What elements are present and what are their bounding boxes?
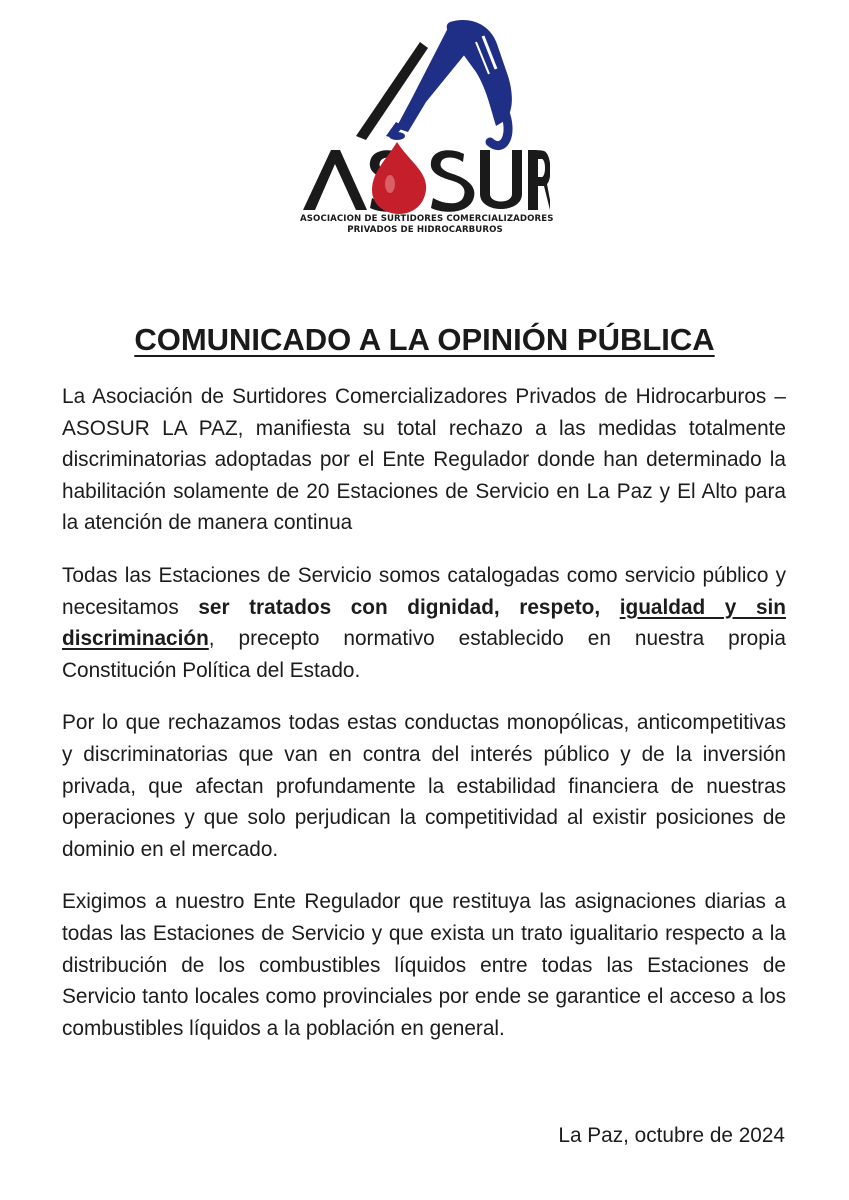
paragraph-3: Por lo que rechazamos todas estas conductas monopólicas, anticompetitivas y discriminatorias que van en contra del interés público y de la inversión privada, que afectan profundamente la estabilidad financiera de nuestras operaciones y que solo perjudican la competitividad al existir posiciones de dominio en el mercado. [62, 711, 786, 861]
paragraph-2-intro: Todas las Estaciones de Servicio somos catalogadas como servicio público y necesitamos [62, 563, 786, 619]
logo-subtitle [300, 214, 554, 236]
paragraph-2-underlined-emphasis: igualdad y sin discriminación [62, 595, 786, 651]
wordmark-letters [303, 142, 550, 214]
logo-subtitle-line-1: ASOCIACION DE SURTIDORES COMERCIALIZADORES [300, 214, 554, 224]
paragraph-2-emphasis: ser tratados con dignidad, respeto, [198, 595, 620, 619]
fuel-nozzle-logo-graphic [300, 14, 554, 229]
paragraph-4: Exigimos a nuestro Ente Regulador que restituya las asignaciones diarias a todas las Estaciones de Servicio y que exista un trato igualitario respecto a la distribución de los combustibles líquidos entre todas las Estaciones de Servicio tanto locales como provinciales por ende se garantice el acceso a los combustibles líquidos a la población en general. [62, 890, 786, 1040]
asosur-logo [300, 14, 554, 244]
fuel-nozzle-icon [386, 20, 512, 146]
paragraph-2 [62, 560, 786, 686]
paragraph-1: La Asociación de Surtidores Comercializadores Privados de Hidrocarburos – ASOSUR LA PAZ, manifiesta su total rechazo a las medidas totalmente discriminatorias adoptadas por el Ente Regulador donde han determinado la habilitación solamente de 20 Estaciones de Servicio en La Paz y El Alto para la atención de manera continua [62, 385, 786, 535]
place-date-signoff: La Paz, octubre de 2024 [558, 1124, 785, 1147]
page-title [0, 318, 849, 362]
page-title-text: COMUNICADO A LA OPINIÓN PÚBLICA [134, 322, 715, 357]
paragraph-2-outro: , precepto normativo establecido en nuestra propia Constitución Política del Estado. [62, 627, 786, 682]
logo-subtitle-line-2: PRIVADOS DE HIDROCARBUROS [347, 225, 503, 235]
statement-body [62, 381, 786, 1065]
